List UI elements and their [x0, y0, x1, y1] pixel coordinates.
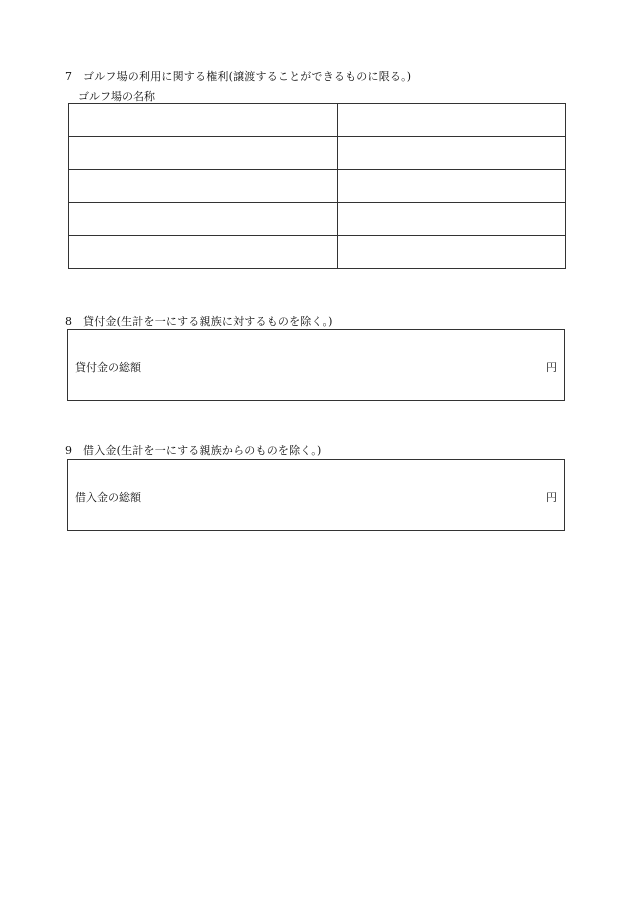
golf-value-cell[interactable]	[338, 170, 566, 203]
loans-receivable-total-label: 貸付金の総額	[75, 361, 141, 374]
section-9-title: 借入金(生計を一にする親族からのものを除く。)	[83, 444, 322, 457]
golf-course-name-cell[interactable]	[69, 137, 338, 170]
golf-course-name-cell[interactable]	[69, 236, 338, 269]
golf-value-cell[interactable]	[338, 104, 566, 137]
section-7-title: ゴルフ場の利用に関する権利(譲渡することができるものに限る。)	[83, 70, 412, 83]
golf-value-cell[interactable]	[338, 137, 566, 170]
golf-value-cell[interactable]	[338, 203, 566, 236]
golf-course-name-cell[interactable]	[69, 203, 338, 236]
section-8-heading	[65, 313, 333, 329]
section-8-number: 8	[65, 315, 73, 328]
golf-course-name-cell[interactable]	[69, 170, 338, 203]
table-row	[69, 203, 566, 236]
table-row	[69, 137, 566, 170]
section-7-number: 7	[65, 70, 73, 83]
golf-value-cell[interactable]	[338, 236, 566, 269]
golf-rights-table	[68, 103, 566, 269]
golf-course-name-cell[interactable]	[69, 104, 338, 137]
borrowings-total-label: 借入金の総額	[75, 491, 141, 504]
loans-receivable-box[interactable]	[67, 329, 565, 401]
borrowings-box[interactable]	[67, 459, 565, 531]
section-9-heading	[65, 442, 321, 458]
section-9-number: 9	[65, 444, 73, 457]
table-row	[69, 170, 566, 203]
table-row	[69, 104, 566, 137]
golf-course-name-label: ゴルフ場の名称	[78, 90, 155, 103]
section-7-heading	[65, 68, 411, 84]
yen-unit: 円	[546, 491, 557, 504]
yen-unit: 円	[546, 361, 557, 374]
table-row	[69, 236, 566, 269]
section-8-title: 貸付金(生計を一にする親族に対するものを除く。)	[83, 315, 333, 328]
